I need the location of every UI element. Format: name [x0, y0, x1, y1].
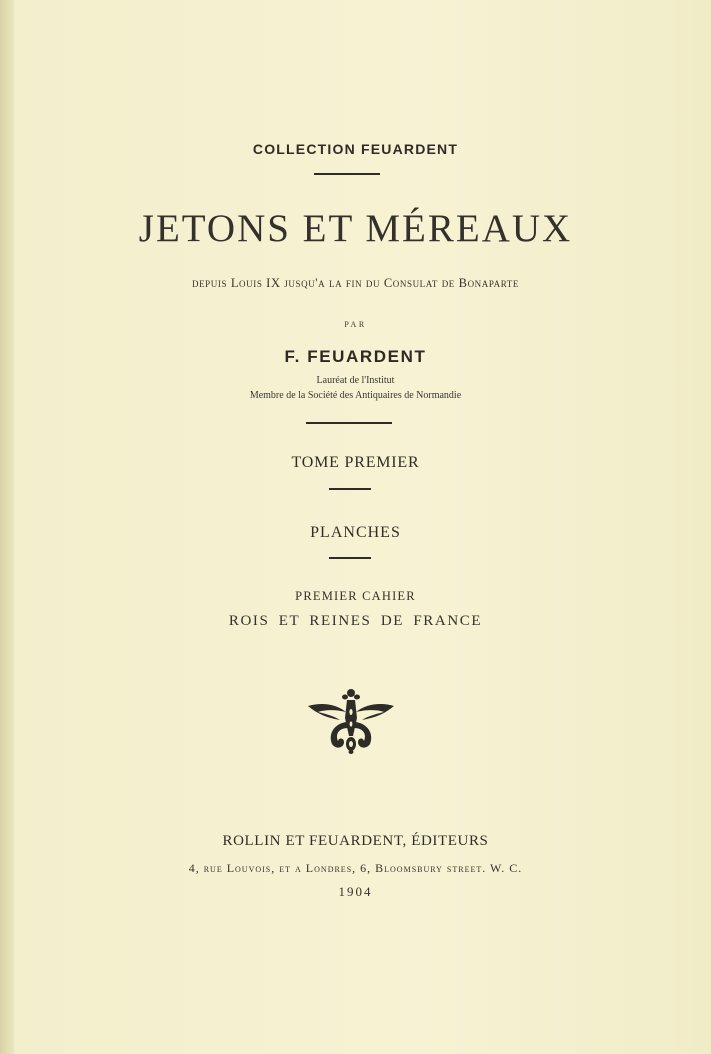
par-label: PAR: [344, 320, 367, 329]
book-title: JETONS ET MÉREAUX: [138, 207, 573, 250]
cahier-label: PREMIER CAHIER: [295, 589, 416, 603]
volume-label: TOME PREMIER: [291, 454, 420, 471]
divider-rule: [306, 422, 392, 424]
author-title-laureat: Lauréat de l'Institut: [316, 375, 395, 386]
publication-year: 1904: [338, 884, 373, 899]
author-name: F. FEUARDENT: [284, 347, 427, 366]
planches-label: PLANCHES: [310, 524, 401, 541]
divider-rule: [329, 488, 371, 490]
divider-rule: [329, 557, 371, 559]
author-title-membre: Membre de la Société des Antiquaires de Normandie: [249, 390, 462, 401]
publisher-name: ROLLIN ET FEUARDENT, ÉDITEURS: [222, 833, 489, 849]
fleuron-ornament-icon: [306, 688, 396, 754]
collection-heading: COLLECTION FEUARDENT: [252, 141, 459, 157]
book-subtitle: depuis Louis IX jusqu'a la fin du Consulat de Bonaparte: [191, 276, 520, 290]
publisher-address: 4, rue Louvois, et a Londres, 6, Bloomsbury street. W. C.: [188, 861, 523, 875]
divider-rule: [314, 173, 380, 175]
section-title: ROIS ET REINES DE FRANCE: [228, 613, 483, 629]
